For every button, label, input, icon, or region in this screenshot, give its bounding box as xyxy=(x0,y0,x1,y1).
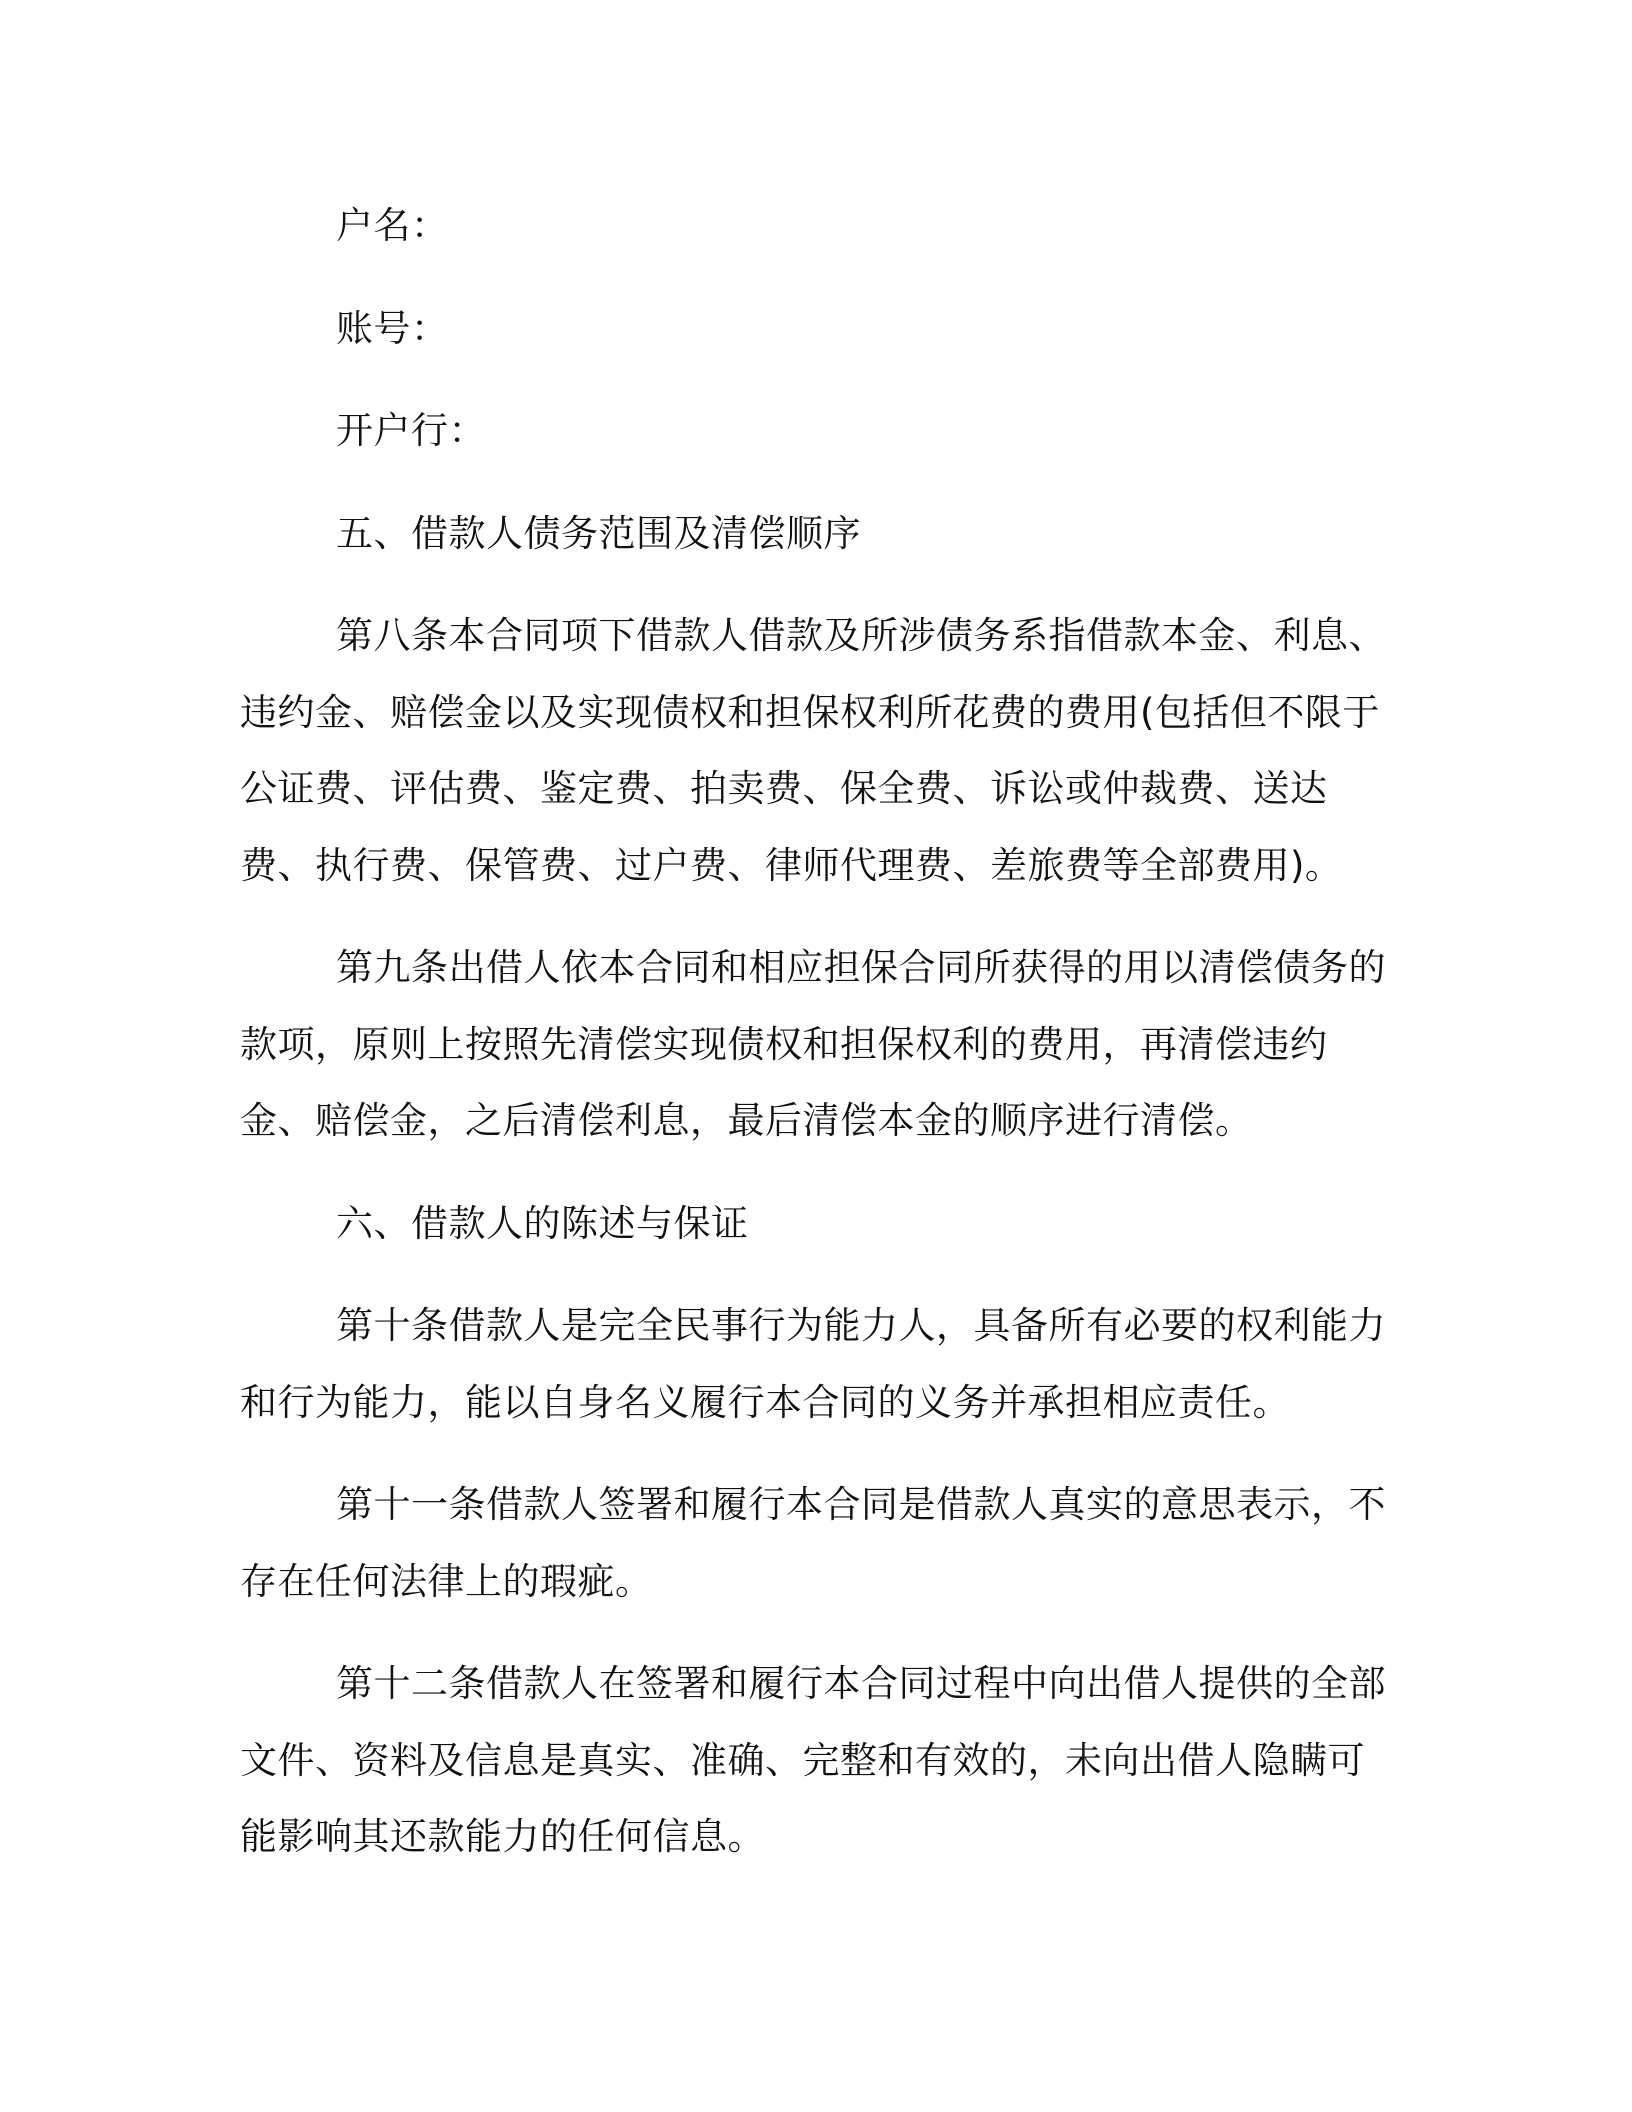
article-8: 第八条本合同项下借款人借款及所涉债务系指借款本金、利息、违约金、赔偿金以及实现债权和担保权利所花费的费用(包括但不限于公证费、评估费、鉴定费、拍卖费、保全费、诉讼或仲裁费、送达费、执行费、保管费、过户费、律师代理费、差旅费等全部费用)。 xyxy=(240,614,1386,887)
article-9: 第九条出借人依本合同和相应担保合同所获得的用以清偿债务的款项，原则上按照先清偿实现债权和担保权利的费用，再清偿违约金、赔偿金，之后清偿利息，最后清偿本金的顺序进行清偿。 xyxy=(240,946,1386,1142)
article-10: 第十条借款人是完全民事行为能力人，具备所有必要的权利能力和行为能力，能以自身名义履行本合同的义务并承担相应责任。 xyxy=(240,1304,1386,1424)
account-name-field: 户名： xyxy=(336,204,449,247)
document-body xyxy=(240,188,1400,1902)
article-12: 第十二条借款人在签署和履行本合同过程中向出借人提供的全部文件、资料及信息是真实、准确、完整和有效的，未向出借人隐瞒可能影响其还款能力的任何信息。 xyxy=(240,1662,1386,1858)
article-11: 第十一条借款人签署和履行本合同是借款人真实的意思表示，不存在任何法律上的瑕疵。 xyxy=(240,1483,1386,1603)
bank-field: 开户行： xyxy=(336,409,486,452)
section-6-heading: 六、借款人的陈述与保证 xyxy=(336,1201,749,1245)
section-5-heading: 五、借款人债务范围及清偿顺序 xyxy=(336,511,861,555)
account-number-field: 账号： xyxy=(336,306,449,350)
